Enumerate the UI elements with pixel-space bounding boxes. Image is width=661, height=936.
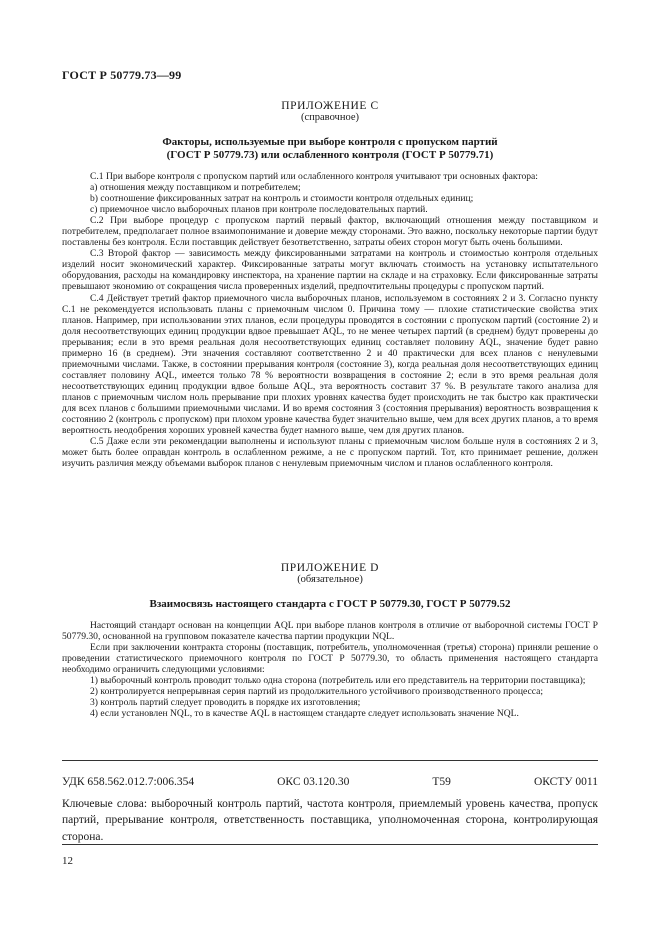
oks-code: ОКС 03.120.30	[277, 776, 350, 788]
appendix-c-title: ПРИЛОЖЕНИЕ С	[281, 100, 379, 112]
appendix-d-heading-text: Взаимосвязь настоящего стандарта с ГОСТ Р 50779.30, ГОСТ Р 50779.52	[149, 598, 511, 610]
appendix-d-title-block	[62, 562, 598, 585]
page-number: 12	[62, 855, 73, 867]
footer-divider	[62, 760, 598, 761]
paragraph: 1) выборочный контроль проводит только одна сторона (потребитель или его представитель на территории поставщика);	[90, 675, 586, 687]
paragraph: С.5 Даже если эти рекомендации выполнены и используют планы с приемочным числом больше нуля в состояниях 2 и 3, может быть более оправдан контроль в ослабленном режиме, а не с пропуском партий. Тот, кто принимает решение, должен изучить различия между объемами выборок планов с ненулевым приемочным числом и планов ослабленного контроля.	[62, 436, 598, 470]
list-item: с) приемочное число выборочных планов при контроле последовательных партий.	[90, 204, 428, 216]
paragraph: С.4 Действует третий фактор приемочного числа выборочных планов, используемом в состояниях 2 и 3. Согласно пункту С.1 не рекомендуется использовать планы с приемочным числом 0. Причина тому — плохие статистические свойства этих планов. Например, при использовании этих планов, если процедуры проводятся в состоянии с пропуском партий (состояние 2) и доля несоответствующих единиц продукции вдвое превышает AQL, то не менее четырех партий (в среднем) будут проверены до прерывания; если в это время реальная доля несоответствующих единиц составляет половину AQL, значение будет равно примерно 16 (в среднем). Эти значения составляют соответственно 2 и 40 практически для всех планов с ненулевыми приемочными числами. Также, в состоянии прерывания контроля (состояние 3), когда реальная доля несоответствующих единиц составляет половину AQL, имеется только 78 % вероятности возвращения в состояние 2; если в это время реальная доля несоответствующих единиц продукции вдвое больше AQL, эта вероятность составит 37 %. В результате такого анализа для планов с приемочным числом ноль прерывание при плохих уровнях качества будет происходить не так быстро как практически для всех планов с большими приемочными числами. И во время состояния 3 (состояния прерывания) вероятность возвращения к состоянию 2 (контроль с пропуском) при плохом уровне качества будет значительно выше, чем для всех других планов, а то время вероятность неодобрения хороших уровней качества будет намного выше, чем для других планов.	[62, 292, 598, 437]
list-item: а) отношения между поставщиком и потребителем;	[90, 182, 301, 194]
okstu-code: ОКСТУ 0011	[533, 776, 598, 788]
classification-row	[62, 776, 598, 788]
appendix-c-subtitle: (справочное)	[301, 112, 359, 123]
paragraph: С.2 При выборе процедур с пропуском партий первый фактор, включающий отношения между поставщиком и потребителем, предполагает полное взаимопонимание и доверие между сторонами. Это важно, поскольку некоторые партии будут поставлены без контроля. Если поставщик действует безответственно, затраты обеих сторон могут быть очень большими.	[62, 215, 598, 249]
paragraph: Если при заключении контракта стороны (поставщик, потребитель, уполномоченная (третья) сторона) приняли решение о проведении статистического приемочного контроля по ГОСТ Р 50779.30, то область применения настоящего стандарта необходимо ограничить следующими условиями:	[62, 642, 598, 676]
paragraph: С.1 При выборе контроля с пропуском партий или ослабленного контроля учитывают три основных фактора:	[90, 171, 538, 182]
appendix-d-body	[62, 620, 598, 719]
paragraph: 3) контроль партий следует проводить в порядке их изготовления;	[90, 697, 361, 709]
list-item: b) соотношение фиксированных затрат на контроль и стоимости контроля отдельных единиц;	[90, 193, 474, 205]
appendix-c-heading	[62, 136, 598, 162]
appendix-c-heading-line1: Факторы, используемые при выборе контроля с пропуском партий	[162, 136, 498, 148]
keywords-divider	[62, 844, 598, 845]
t-code: Т59	[432, 776, 451, 788]
keywords: Ключевые слова: выборочный контроль партий, частота контроля, приемлемый уровень качества, пропуск партий, прерывание контроля, ответственность поставщика, уполномоченная сторона, контролирующая сторона.	[62, 798, 598, 843]
paragraph: С.3 Второй фактор — зависимость между фиксированными затратами на контроль и стоимостью контроля отдельных изделий носит экономический характер. Фиксированные затраты могут включать стоимость на установку испытательного оборудования, расходы на командировку инспектора, на хранение партии на складе и на страховку. Если фиксированные затраты превышают экономию от сокращения числа проверенных изделий, предпочтительны процедуры с пропуском партий.	[62, 248, 598, 293]
appendix-d-title: ПРИЛОЖЕНИЕ D	[280, 562, 380, 574]
paragraph: Настоящий стандарт основан на концепции AQL при выборе планов контроля в отличие от выборочной системы ГОСТ Р 50779.30, основанной на групповом показателе качества партии продукции NQL.	[62, 620, 598, 643]
udk-code: УДК 658.562.012.7:006.354	[62, 776, 195, 788]
paragraph: 4) если установлен NQL, то в качестве AQL в настоящем стандарте следует использовать значение NQL.	[90, 708, 519, 720]
appendix-c-body	[62, 171, 598, 469]
appendix-c-heading-line2: (ГОСТ Р 50779.73) или ослабленного контроля (ГОСТ Р 50779.71)	[166, 149, 494, 161]
document-header: ГОСТ Р 50779.73—99	[62, 68, 182, 82]
appendix-d-subtitle: (обязательное)	[297, 574, 363, 585]
appendix-c-title-block	[62, 100, 598, 123]
appendix-d-heading	[62, 598, 598, 611]
paragraph: 2) контролируется непрерывная серия партий из продолжительного устойчивого производственного процесса;	[90, 686, 544, 698]
